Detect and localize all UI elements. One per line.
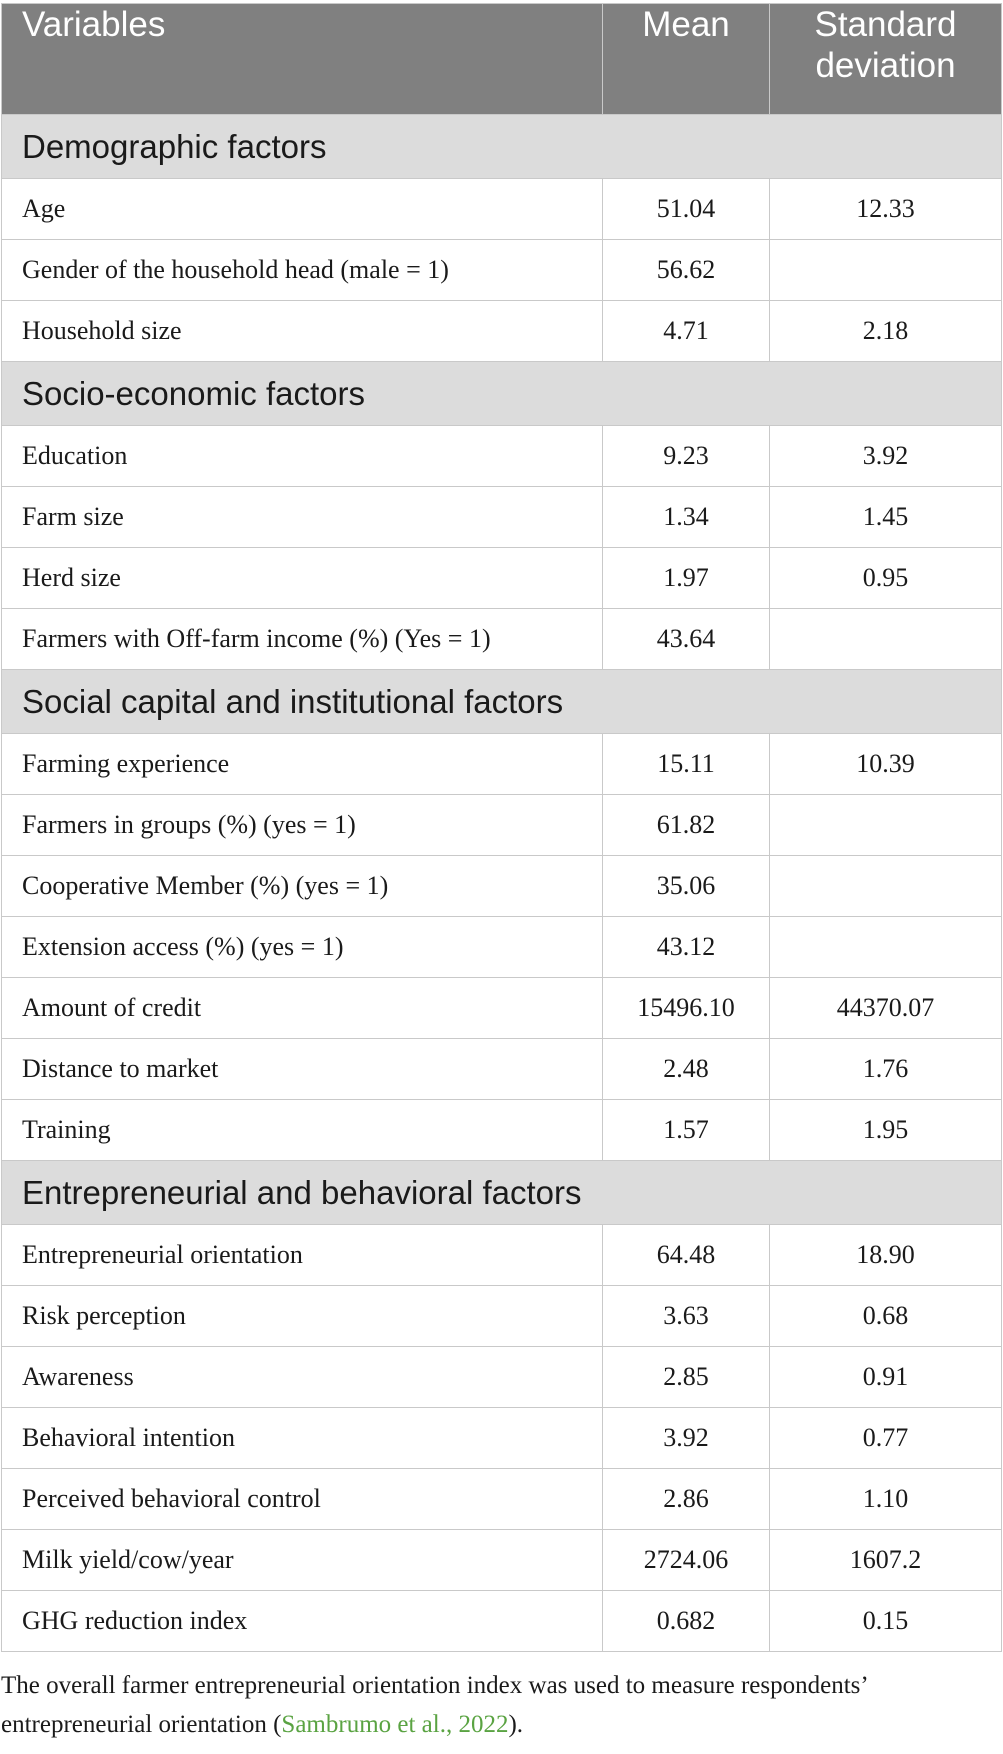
sd-cell: 0.68 xyxy=(770,1286,1002,1347)
mean-cell: 64.48 xyxy=(603,1225,770,1286)
variable-cell: Training xyxy=(2,1100,603,1161)
sd-cell: 1.95 xyxy=(770,1100,1002,1161)
sd-cell: 0.15 xyxy=(770,1591,1002,1652)
footnote-citation-link[interactable]: Sambrumo et al., 2022 xyxy=(281,1711,509,1738)
variable-cell: GHG reduction index xyxy=(2,1591,603,1652)
variable-cell: Farmers in groups (%) (yes = 1) xyxy=(2,795,603,856)
table-row xyxy=(2,1408,1002,1469)
variable-cell: Perceived behavioral control xyxy=(2,1469,603,1530)
header-variables: Variables xyxy=(2,4,603,115)
sd-cell xyxy=(770,917,1002,978)
section-header-row xyxy=(2,362,1002,426)
mean-cell: 3.63 xyxy=(603,1286,770,1347)
table-row xyxy=(2,179,1002,240)
variable-cell: Farmers with Off-farm income (%) (Yes = 1) xyxy=(2,609,603,670)
variable-cell: Amount of credit xyxy=(2,978,603,1039)
sd-cell xyxy=(770,795,1002,856)
variable-cell: Distance to market xyxy=(2,1039,603,1100)
variable-cell: Farming experience xyxy=(2,734,603,795)
header-sd-line1: Standard xyxy=(814,5,957,44)
sd-cell: 18.90 xyxy=(770,1225,1002,1286)
variable-cell: Household size xyxy=(2,301,603,362)
sd-cell: 2.18 xyxy=(770,301,1002,362)
table-row xyxy=(2,795,1002,856)
mean-cell: 4.71 xyxy=(603,301,770,362)
mean-cell: 0.682 xyxy=(603,1591,770,1652)
sd-cell xyxy=(770,856,1002,917)
mean-cell: 35.06 xyxy=(603,856,770,917)
mean-cell: 15.11 xyxy=(603,734,770,795)
table-body xyxy=(2,115,1002,1652)
sd-cell: 3.92 xyxy=(770,426,1002,487)
section-header-row xyxy=(2,115,1002,179)
mean-cell: 2.85 xyxy=(603,1347,770,1408)
section-title: Entrepreneurial and behavioral factors xyxy=(2,1161,1002,1225)
variable-cell: Milk yield/cow/year xyxy=(2,1530,603,1591)
mean-cell: 56.62 xyxy=(603,240,770,301)
variable-cell: Entrepreneurial orientation xyxy=(2,1225,603,1286)
table-row xyxy=(2,734,1002,795)
table-footnote xyxy=(1,1666,1001,1744)
table-row xyxy=(2,487,1002,548)
table-row xyxy=(2,1347,1002,1408)
mean-cell: 1.34 xyxy=(603,487,770,548)
header-sd-line2: deviation xyxy=(815,46,956,85)
table-row xyxy=(2,609,1002,670)
variable-cell: Cooperative Member (%) (yes = 1) xyxy=(2,856,603,917)
variable-cell: Awareness xyxy=(2,1347,603,1408)
sd-cell xyxy=(770,609,1002,670)
table-row xyxy=(2,1469,1002,1530)
variable-cell: Risk perception xyxy=(2,1286,603,1347)
sd-cell: 0.95 xyxy=(770,548,1002,609)
table-header xyxy=(2,4,1002,115)
table-row xyxy=(2,978,1002,1039)
variable-cell: Education xyxy=(2,426,603,487)
mean-cell: 3.92 xyxy=(603,1408,770,1469)
variable-cell: Gender of the household head (male = 1) xyxy=(2,240,603,301)
section-header-row xyxy=(2,1161,1002,1225)
table-row xyxy=(2,301,1002,362)
mean-cell: 43.12 xyxy=(603,917,770,978)
table-row xyxy=(2,1100,1002,1161)
table-row xyxy=(2,856,1002,917)
descriptive-statistics-table xyxy=(1,3,1002,1652)
table-row xyxy=(2,240,1002,301)
footnote-text-end: ). xyxy=(508,1711,524,1738)
sd-cell: 1.10 xyxy=(770,1469,1002,1530)
variable-cell: Herd size xyxy=(2,548,603,609)
sd-cell: 44370.07 xyxy=(770,978,1002,1039)
variable-cell: Age xyxy=(2,179,603,240)
header-standard-deviation xyxy=(770,4,1002,115)
table-row xyxy=(2,1286,1002,1347)
table-row xyxy=(2,917,1002,978)
sd-cell: 12.33 xyxy=(770,179,1002,240)
sd-cell: 0.77 xyxy=(770,1408,1002,1469)
sd-cell: 1.45 xyxy=(770,487,1002,548)
mean-cell: 51.04 xyxy=(603,179,770,240)
sd-cell: 10.39 xyxy=(770,734,1002,795)
table-row xyxy=(2,426,1002,487)
mean-cell: 2.86 xyxy=(603,1469,770,1530)
section-header-row xyxy=(2,670,1002,734)
table-row xyxy=(2,1039,1002,1100)
variable-cell: Farm size xyxy=(2,487,603,548)
section-title: Demographic factors xyxy=(2,115,1002,179)
mean-cell: 1.57 xyxy=(603,1100,770,1161)
mean-cell: 9.23 xyxy=(603,426,770,487)
mean-cell: 15496.10 xyxy=(603,978,770,1039)
table-row xyxy=(2,1591,1002,1652)
sd-cell: 1.76 xyxy=(770,1039,1002,1100)
section-title: Social capital and institutional factors xyxy=(2,670,1002,734)
mean-cell: 43.64 xyxy=(603,609,770,670)
table-row xyxy=(2,548,1002,609)
table-row xyxy=(2,1530,1002,1591)
mean-cell: 61.82 xyxy=(603,795,770,856)
mean-cell: 2.48 xyxy=(603,1039,770,1100)
section-title: Socio-economic factors xyxy=(2,362,1002,426)
footnote-text: The overall farmer entrepreneurial orientation index was used to measure respondents’ entrepreneurial orientation ( xyxy=(1,1672,867,1738)
variable-cell: Behavioral intention xyxy=(2,1408,603,1469)
mean-cell: 2724.06 xyxy=(603,1530,770,1591)
sd-cell: 0.91 xyxy=(770,1347,1002,1408)
mean-cell: 1.97 xyxy=(603,548,770,609)
sd-cell xyxy=(770,240,1002,301)
header-mean: Mean xyxy=(603,4,770,115)
variable-cell: Extension access (%) (yes = 1) xyxy=(2,917,603,978)
table-row xyxy=(2,1225,1002,1286)
sd-cell: 1607.2 xyxy=(770,1530,1002,1591)
